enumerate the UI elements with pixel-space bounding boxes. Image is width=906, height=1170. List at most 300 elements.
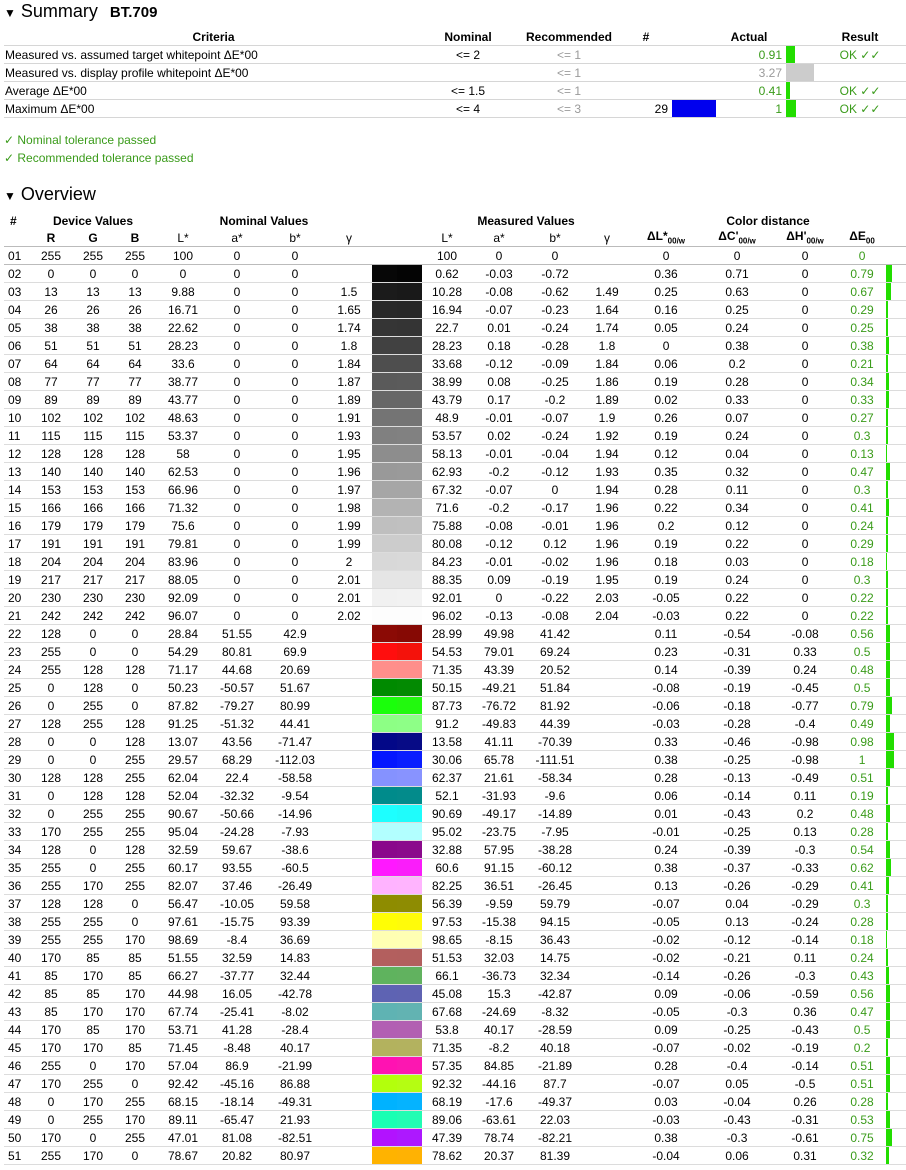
- collapse-triangle-icon[interactable]: ▼: [4, 189, 16, 203]
- device-r-cell: 255: [30, 877, 72, 895]
- col-nominal-a: a*: [231, 230, 243, 245]
- measured-a-cell: -0.2: [472, 499, 526, 517]
- delta-e-bar: [886, 391, 889, 408]
- measured-a-cell: -0.12: [472, 535, 526, 553]
- measured-gamma-cell: [584, 769, 630, 787]
- measured-swatch: [397, 823, 422, 840]
- actual-bar: [786, 64, 814, 81]
- delta-c-cell: 0.22: [702, 607, 772, 625]
- measured-swatch: [397, 715, 422, 732]
- delta-e-bar: [886, 715, 890, 732]
- nominal-gamma-cell: [326, 625, 372, 643]
- patch-num-cell: 50: [4, 1129, 30, 1147]
- device-g-cell: 255: [72, 1075, 114, 1093]
- device-g-cell: 128: [72, 769, 114, 787]
- result-cell: [814, 64, 906, 82]
- nominal-l-cell: 28.84: [156, 625, 210, 643]
- delta-e-bar-cell: [886, 1129, 906, 1147]
- device-r-cell: 179: [30, 517, 72, 535]
- table-row: [4, 1003, 906, 1021]
- nominal-swatch: [372, 877, 397, 894]
- delta-e-bar: [886, 895, 888, 912]
- color-swatch: [372, 481, 422, 499]
- nominal-b-cell: 0: [264, 463, 326, 481]
- delta-e-cell: 0.79: [838, 697, 886, 715]
- nominal-swatch: [372, 1093, 397, 1110]
- nominal-gamma-cell: [326, 247, 372, 265]
- measured-gamma-cell: 1.8: [584, 337, 630, 355]
- nominal-a-cell: 0: [210, 517, 264, 535]
- device-g-cell: 255: [72, 697, 114, 715]
- table-row: [4, 499, 906, 517]
- nominal-a-cell: -50.66: [210, 805, 264, 823]
- nominal-gamma-cell: [326, 931, 372, 949]
- color-swatch: [372, 283, 422, 301]
- measured-swatch: [397, 1147, 422, 1164]
- measured-gamma-cell: [584, 1039, 630, 1057]
- col-delta-e: [838, 229, 886, 247]
- color-swatch: [372, 247, 422, 265]
- device-r-cell: 128: [30, 625, 72, 643]
- delta-h-cell: -0.5: [772, 1075, 838, 1093]
- measured-gamma-cell: [584, 1129, 630, 1147]
- delta-c-cell: 0.12: [702, 517, 772, 535]
- delta-e-bar: [886, 841, 890, 858]
- delta-e-cell: 0.2: [838, 1039, 886, 1057]
- delta-c-cell: -0.26: [702, 967, 772, 985]
- patch-num-cell: 25: [4, 679, 30, 697]
- nominal-b-cell: -60.5: [264, 859, 326, 877]
- measured-gamma-cell: [584, 985, 630, 1003]
- nominal-l-cell: 88.05: [156, 571, 210, 589]
- table-row: [4, 1057, 906, 1075]
- count-cell: [624, 82, 668, 100]
- delta-h-cell: -0.14: [772, 1057, 838, 1075]
- recommended-cell: <= 3: [514, 100, 624, 118]
- nominal-swatch: [372, 409, 397, 426]
- device-b-cell: 64: [114, 355, 156, 373]
- patch-num-cell: 33: [4, 823, 30, 841]
- nominal-a-cell: 80.81: [210, 643, 264, 661]
- measured-a-cell: 0.17: [472, 391, 526, 409]
- measured-a-cell: -15.38: [472, 913, 526, 931]
- measured-l-cell: 71.35: [422, 1039, 472, 1057]
- device-b-cell: 38: [114, 319, 156, 337]
- measured-swatch: [397, 769, 422, 786]
- delta-c-cell: -0.12: [702, 931, 772, 949]
- device-b-cell: 0: [114, 643, 156, 661]
- color-swatch: [372, 913, 422, 931]
- measured-b-cell: -0.17: [526, 499, 584, 517]
- nominal-l-cell: 57.04: [156, 1057, 210, 1075]
- device-g-cell: 77: [72, 373, 114, 391]
- delta-e-cell: 0.5: [838, 1021, 886, 1039]
- nominal-b-cell: 0: [264, 571, 326, 589]
- measured-b-cell: -0.2: [526, 391, 584, 409]
- device-g-cell: 255: [72, 913, 114, 931]
- delta-l-cell: 0.38: [630, 751, 702, 769]
- nominal-swatch: [372, 247, 397, 264]
- patch-num-cell: 24: [4, 661, 30, 679]
- collapse-triangle-icon[interactable]: ▼: [4, 6, 16, 20]
- delta-e-cell: 0.25: [838, 319, 886, 337]
- nominal-gamma-cell: [326, 949, 372, 967]
- delta-e-cell: 0.62: [838, 859, 886, 877]
- nominal-gamma-cell: 1.96: [326, 463, 372, 481]
- col-count: #: [624, 28, 668, 46]
- delta-h-cell: 0.24: [772, 661, 838, 679]
- device-r-cell: 128: [30, 715, 72, 733]
- measured-b-cell: -111.51: [526, 751, 584, 769]
- device-b-cell: 77: [114, 373, 156, 391]
- delta-c-cell: -0.06: [702, 985, 772, 1003]
- measured-l-cell: 22.7: [422, 319, 472, 337]
- delta-e-bar: [886, 1075, 890, 1092]
- nominal-swatch: [372, 805, 397, 822]
- table-row: [4, 481, 906, 499]
- delta-e-bar-cell: [886, 337, 906, 355]
- delta-h-cell: -0.77: [772, 697, 838, 715]
- delta-l-cell: -0.03: [630, 715, 702, 733]
- table-row: [4, 427, 906, 445]
- device-b-cell: 191: [114, 535, 156, 553]
- delta-e-cell: 0.22: [838, 589, 886, 607]
- delta-e-bar-cell: [886, 427, 906, 445]
- patch-num-cell: 42: [4, 985, 30, 1003]
- measured-l-cell: 67.68: [422, 1003, 472, 1021]
- nominal-l-cell: 92.42: [156, 1075, 210, 1093]
- device-b-cell: 255: [114, 769, 156, 787]
- recommended-cell: <= 1: [514, 64, 624, 82]
- delta-c-cell: -0.19: [702, 679, 772, 697]
- delta-e-bar-cell: [886, 733, 906, 751]
- delta-e-cell: 0.29: [838, 301, 886, 319]
- nominal-a-cell: -32.32: [210, 787, 264, 805]
- nominal-swatch: [372, 319, 397, 336]
- delta-c-cell: 0.32: [702, 463, 772, 481]
- nominal-a-cell: 0: [210, 373, 264, 391]
- delta-e-bar-cell: [886, 265, 906, 283]
- nominal-a-cell: -24.28: [210, 823, 264, 841]
- device-b-cell: 128: [114, 733, 156, 751]
- measured-gamma-cell: [584, 967, 630, 985]
- measured-l-cell: 54.53: [422, 643, 472, 661]
- nominal-gamma-cell: 1.98: [326, 499, 372, 517]
- measured-swatch: [397, 733, 422, 750]
- measured-a-cell: -8.2: [472, 1039, 526, 1057]
- device-g-cell: 64: [72, 355, 114, 373]
- color-swatch: [372, 967, 422, 985]
- patch-num-cell: 27: [4, 715, 30, 733]
- delta-e-cell: 0.48: [838, 805, 886, 823]
- overview-table: [4, 212, 906, 1165]
- delta-l-cell: -0.07: [630, 1075, 702, 1093]
- measured-a-cell: 49.98: [472, 625, 526, 643]
- count-bar-cell: [668, 82, 716, 100]
- nominal-a-cell: 0: [210, 355, 264, 373]
- nominal-swatch: [372, 499, 397, 516]
- group-color-distance: Color distance: [726, 213, 810, 228]
- col-nominal-b: b*: [289, 230, 301, 245]
- nominal-b-cell: 40.17: [264, 1039, 326, 1057]
- delta-l-cell: 0.01: [630, 805, 702, 823]
- nominal-a-cell: 0: [210, 427, 264, 445]
- nominal-b-cell: 0: [264, 409, 326, 427]
- measured-b-cell: -0.25: [526, 373, 584, 391]
- nominal-b-cell: 0: [264, 355, 326, 373]
- actual-cell: 3.27: [716, 64, 782, 82]
- delta-l-cell: -0.07: [630, 895, 702, 913]
- color-swatch: [372, 643, 422, 661]
- nominal-swatch: [372, 679, 397, 696]
- delta-e-cell: 0.75: [838, 1129, 886, 1147]
- measured-b-cell: 0.12: [526, 535, 584, 553]
- table-row: [4, 751, 906, 769]
- patch-num-cell: 43: [4, 1003, 30, 1021]
- measured-swatch: [397, 445, 422, 462]
- device-b-cell: 255: [114, 823, 156, 841]
- patch-num-cell: 05: [4, 319, 30, 337]
- delta-e-bar: [886, 697, 892, 714]
- nominal-b-cell: -28.4: [264, 1021, 326, 1039]
- delta-c-cell: -0.04: [702, 1093, 772, 1111]
- patch-num-cell: 17: [4, 535, 30, 553]
- device-g-cell: 170: [72, 967, 114, 985]
- device-b-cell: 85: [114, 949, 156, 967]
- delta-l-cell: 0: [630, 337, 702, 355]
- summary-row: [4, 46, 906, 64]
- nominal-swatch: [372, 751, 397, 768]
- nominal-gamma-cell: 1.93: [326, 427, 372, 445]
- nominal-cell: [422, 64, 514, 82]
- measured-swatch: [397, 877, 422, 894]
- delta-e-bar-cell: [886, 481, 906, 499]
- measured-gamma-cell: [584, 265, 630, 283]
- delta-c-cell: -0.3: [702, 1003, 772, 1021]
- measured-l-cell: 84.23: [422, 553, 472, 571]
- delta-l-cell: 0.03: [630, 1093, 702, 1111]
- measured-gamma-cell: 1.84: [584, 355, 630, 373]
- nominal-b-cell: 0: [264, 283, 326, 301]
- table-row: [4, 1039, 906, 1057]
- nominal-b-cell: 93.39: [264, 913, 326, 931]
- delta-e-bar-cell: [886, 949, 906, 967]
- col-nominal-l: L*: [177, 230, 189, 245]
- delta-e-bar: [886, 1147, 889, 1164]
- device-b-cell: 170: [114, 985, 156, 1003]
- count-cell: [624, 64, 668, 82]
- patch-num-cell: 45: [4, 1039, 30, 1057]
- recommended-cell: <= 1: [514, 46, 624, 64]
- delta-e-bar-cell: [886, 823, 906, 841]
- delta-e-cell: 0.24: [838, 949, 886, 967]
- nominal-b-cell: 0: [264, 445, 326, 463]
- delta-e-cell: 0.24: [838, 517, 886, 535]
- measured-swatch: [397, 931, 422, 948]
- delta-h-cell: -0.43: [772, 1021, 838, 1039]
- delta-e-cell: 0.53: [838, 1111, 886, 1129]
- table-row: [4, 1093, 906, 1111]
- device-g-cell: 85: [72, 1021, 114, 1039]
- table-row: [4, 679, 906, 697]
- color-swatch: [372, 679, 422, 697]
- nominal-l-cell: 29.57: [156, 751, 210, 769]
- device-g-cell: 85: [72, 949, 114, 967]
- nominal-l-cell: 91.25: [156, 715, 210, 733]
- delta-e-bar-cell: [886, 1075, 906, 1093]
- nominal-b-cell: -49.31: [264, 1093, 326, 1111]
- delta-e-bar-cell: [886, 985, 906, 1003]
- measured-b-cell: 44.39: [526, 715, 584, 733]
- device-r-cell: 153: [30, 481, 72, 499]
- measured-gamma-cell: [584, 1075, 630, 1093]
- delta-l-cell: -0.05: [630, 913, 702, 931]
- delta-l-cell: 0.19: [630, 373, 702, 391]
- nominal-l-cell: 56.47: [156, 895, 210, 913]
- measured-swatch: [397, 967, 422, 984]
- table-row: [4, 571, 906, 589]
- measured-a-cell: -49.21: [472, 679, 526, 697]
- nominal-l-cell: 53.37: [156, 427, 210, 445]
- color-swatch: [372, 751, 422, 769]
- nominal-swatch: [372, 265, 397, 282]
- measured-gamma-cell: [584, 1003, 630, 1021]
- delta-e-cell: 0.41: [838, 877, 886, 895]
- col-delta-l: [630, 229, 702, 247]
- delta-e-cell: 0.18: [838, 553, 886, 571]
- device-r-cell: 255: [30, 1057, 72, 1075]
- group-measured-values: Measured Values: [477, 213, 575, 228]
- delta-h-cell: 0: [772, 499, 838, 517]
- criteria-cell: Measured vs. display profile whitepoint ΔE*00: [4, 64, 422, 82]
- delta-e-bar: [886, 787, 888, 804]
- nominal-a-cell: 0: [210, 283, 264, 301]
- device-b-cell: 153: [114, 481, 156, 499]
- device-r-cell: 0: [30, 265, 72, 283]
- measured-a-cell: -0.12: [472, 355, 526, 373]
- overview-section-header[interactable]: [4, 184, 96, 205]
- delta-h-cell: -0.29: [772, 895, 838, 913]
- delta-h-cell: 0: [772, 301, 838, 319]
- criteria-cell: Maximum ΔE*00: [4, 100, 422, 118]
- nominal-b-cell: -112.03: [264, 751, 326, 769]
- color-swatch: [372, 877, 422, 895]
- nominal-gamma-cell: [326, 787, 372, 805]
- table-row: [4, 337, 906, 355]
- measured-l-cell: 28.23: [422, 337, 472, 355]
- color-swatch: [372, 1039, 422, 1057]
- nominal-swatch: [372, 1039, 397, 1056]
- delta-e-bar: [886, 913, 888, 930]
- measured-a-cell: 0: [472, 247, 526, 265]
- device-b-cell: 255: [114, 877, 156, 895]
- delta-e-cell: 0.38: [838, 337, 886, 355]
- count-bar-cell: [668, 46, 716, 64]
- num-spacer: [4, 229, 30, 247]
- delta-e-cell: 1: [838, 751, 886, 769]
- delta-c-cell: -0.31: [702, 643, 772, 661]
- table-row: [4, 985, 906, 1003]
- nominal-a-cell: 0: [210, 607, 264, 625]
- device-r-cell: 170: [30, 1129, 72, 1147]
- delta-e-cell: 0.49: [838, 715, 886, 733]
- device-r-cell: 217: [30, 571, 72, 589]
- device-r-cell: 0: [30, 679, 72, 697]
- delta-e-bar: [886, 661, 890, 678]
- measured-gamma-cell: 1.94: [584, 445, 630, 463]
- measured-l-cell: 78.62: [422, 1147, 472, 1165]
- nominal-b-cell: 69.9: [264, 643, 326, 661]
- color-swatch: [372, 1021, 422, 1039]
- count-cell: 29: [624, 100, 668, 118]
- patch-num-cell: 20: [4, 589, 30, 607]
- summary-section-header[interactable]: [4, 1, 157, 22]
- nominal-b-cell: -8.02: [264, 1003, 326, 1021]
- device-b-cell: 166: [114, 499, 156, 517]
- delta-e-bar: [886, 679, 890, 696]
- measured-b-cell: 41.42: [526, 625, 584, 643]
- nominal-gamma-cell: [326, 823, 372, 841]
- device-r-cell: 242: [30, 607, 72, 625]
- delta-e-cell: 0.41: [838, 499, 886, 517]
- measured-l-cell: 62.93: [422, 463, 472, 481]
- measured-a-cell: 84.85: [472, 1057, 526, 1075]
- delta-h-cell: 0: [772, 445, 838, 463]
- delta-l-cell: 0: [630, 247, 702, 265]
- nominal-l-cell: 33.6: [156, 355, 210, 373]
- nominal-a-cell: -50.57: [210, 679, 264, 697]
- delta-e-cell: 0.22: [838, 607, 886, 625]
- nominal-swatch: [372, 967, 397, 984]
- measured-swatch: [397, 355, 422, 372]
- nominal-l-cell: 68.15: [156, 1093, 210, 1111]
- delta-e-bar: [886, 949, 888, 966]
- patch-num-cell: 41: [4, 967, 30, 985]
- measured-l-cell: 33.68: [422, 355, 472, 373]
- device-r-cell: 255: [30, 1147, 72, 1165]
- device-g-cell: 140: [72, 463, 114, 481]
- count-bar: [672, 100, 716, 117]
- nominal-a-cell: -10.05: [210, 895, 264, 913]
- col-measured-gamma: γ: [604, 230, 611, 245]
- measured-b-cell: 59.79: [526, 895, 584, 913]
- nominal-b-cell: 86.88: [264, 1075, 326, 1093]
- patch-num-cell: 35: [4, 859, 30, 877]
- actual-bar-cell: [782, 64, 814, 82]
- delta-l-cell: -0.08: [630, 679, 702, 697]
- delta-e-cell: 0.3: [838, 481, 886, 499]
- delta-e-bar: [886, 319, 888, 336]
- measured-b-cell: -0.62: [526, 283, 584, 301]
- table-row: [4, 283, 906, 301]
- measured-b-cell: 0: [526, 481, 584, 499]
- nominal-gamma-cell: 1.5: [326, 283, 372, 301]
- count-bar-cell: [668, 100, 716, 118]
- patch-num-cell: 16: [4, 517, 30, 535]
- table-row: [4, 1021, 906, 1039]
- patch-num-cell: 23: [4, 643, 30, 661]
- table-row: [4, 967, 906, 985]
- table-row: [4, 805, 906, 823]
- actual-bar: [786, 46, 795, 63]
- delta-l-cell: 0.25: [630, 283, 702, 301]
- nominal-gamma-cell: [326, 679, 372, 697]
- nominal-gamma-cell: [326, 913, 372, 931]
- measured-b-cell: -0.24: [526, 319, 584, 337]
- delta-e-bar-cell: [886, 463, 906, 481]
- nominal-gamma-cell: [326, 1129, 372, 1147]
- recommended-passed-note: ✓ Recommended tolerance passed: [4, 151, 194, 165]
